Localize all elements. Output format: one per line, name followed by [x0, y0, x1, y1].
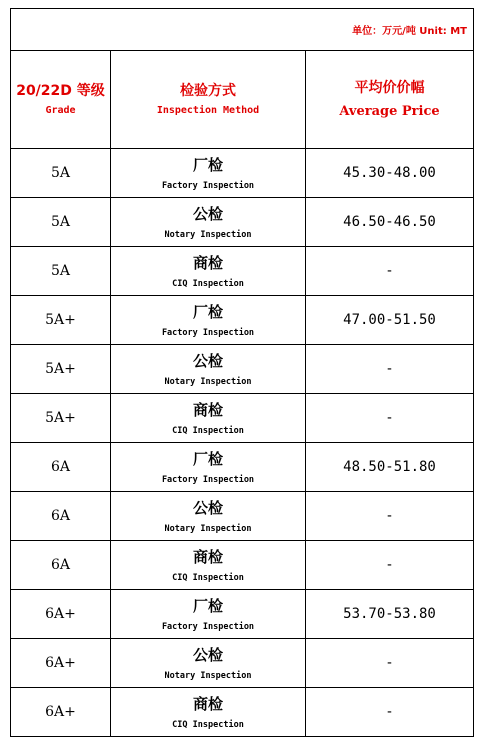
table-row: [11, 492, 474, 541]
price-cell: 47.00-51.50: [306, 296, 474, 345]
method-zh: 厂检: [192, 596, 223, 615]
method-header-zh: 检验方式: [180, 82, 236, 99]
method-zh: 公检: [192, 498, 223, 517]
table-row: [11, 394, 474, 443]
price-cell: -: [306, 247, 474, 296]
method-cell: [111, 443, 306, 492]
method-zh: 商检: [192, 547, 223, 566]
method-en: Factory Inspection: [161, 180, 255, 191]
price-cell: 45.30-48.00: [306, 149, 474, 198]
grade-cell: 5A+: [11, 345, 111, 394]
method-en: CIQ Inspection: [172, 719, 244, 730]
table-row: [11, 149, 474, 198]
method-en: Factory Inspection: [161, 327, 255, 338]
price-cell: 48.50-51.80: [306, 443, 474, 492]
price-cell: -: [306, 688, 474, 737]
table-row: [11, 639, 474, 688]
grade-header-en: Grade: [45, 105, 76, 117]
method-zh: 公检: [192, 204, 223, 223]
method-cell: [111, 541, 306, 590]
table-row: [11, 688, 474, 737]
unit-row: [11, 9, 474, 51]
method-cell: [111, 198, 306, 247]
method-header: [111, 51, 306, 149]
price-cell: -: [306, 492, 474, 541]
method-zh: 公检: [192, 351, 223, 370]
grade-cell: 5A: [11, 247, 111, 296]
method-en: Notary Inspection: [164, 523, 252, 534]
price-table-container: [10, 8, 473, 737]
method-en: CIQ Inspection: [172, 572, 244, 583]
price-cell: 46.50-46.50: [306, 198, 474, 247]
price-header-zh: 平均价价幅: [354, 79, 425, 96]
grade-cell: 5A: [11, 198, 111, 247]
method-cell: [111, 639, 306, 688]
price-cell: -: [306, 639, 474, 688]
method-zh: 公检: [192, 645, 223, 664]
table-row: [11, 345, 474, 394]
method-zh: 厂检: [192, 302, 223, 321]
method-en: CIQ Inspection: [172, 278, 244, 289]
grade-header: [11, 51, 111, 149]
price-cell: 53.70-53.80: [306, 590, 474, 639]
grade-cell: 6A: [11, 541, 111, 590]
price-header: [306, 51, 474, 149]
method-en: Notary Inspection: [164, 670, 252, 681]
method-cell: [111, 296, 306, 345]
header-row: [11, 51, 474, 149]
method-cell: [111, 590, 306, 639]
method-cell: [111, 345, 306, 394]
price-cell: -: [306, 345, 474, 394]
table-row: [11, 296, 474, 345]
method-cell: [111, 492, 306, 541]
method-zh: 厂检: [192, 449, 223, 468]
method-cell: [111, 688, 306, 737]
price-table: [10, 8, 474, 737]
grade-cell: 6A: [11, 492, 111, 541]
table-row: [11, 443, 474, 492]
table-row: [11, 198, 474, 247]
price-header-en: Average Price: [339, 104, 440, 120]
unit-note: 单位：万元/吨 Unit: MT: [11, 9, 474, 51]
method-zh: 商检: [192, 400, 223, 419]
grade-cell: 6A+: [11, 688, 111, 737]
price-cell: -: [306, 394, 474, 443]
grade-cell: 5A+: [11, 394, 111, 443]
method-zh: 商检: [192, 694, 223, 713]
method-header-en: Inspection Method: [156, 105, 260, 117]
method-zh: 商检: [192, 253, 223, 272]
grade-cell: 5A+: [11, 296, 111, 345]
grade-cell: 6A: [11, 443, 111, 492]
method-en: Factory Inspection: [161, 474, 255, 485]
method-cell: [111, 149, 306, 198]
method-zh: 厂检: [192, 155, 223, 174]
grade-cell: 6A+: [11, 590, 111, 639]
table-row: [11, 541, 474, 590]
method-cell: [111, 394, 306, 443]
method-en: CIQ Inspection: [172, 425, 244, 436]
grade-cell: 6A+: [11, 639, 111, 688]
grade-cell: 5A: [11, 149, 111, 198]
table-row: [11, 247, 474, 296]
table-row: [11, 590, 474, 639]
method-en: Factory Inspection: [161, 621, 255, 632]
price-cell: -: [306, 541, 474, 590]
method-cell: [111, 247, 306, 296]
method-en: Notary Inspection: [164, 229, 252, 240]
grade-header-zh: 20/22D 等级: [16, 82, 105, 99]
method-en: Notary Inspection: [164, 376, 252, 387]
